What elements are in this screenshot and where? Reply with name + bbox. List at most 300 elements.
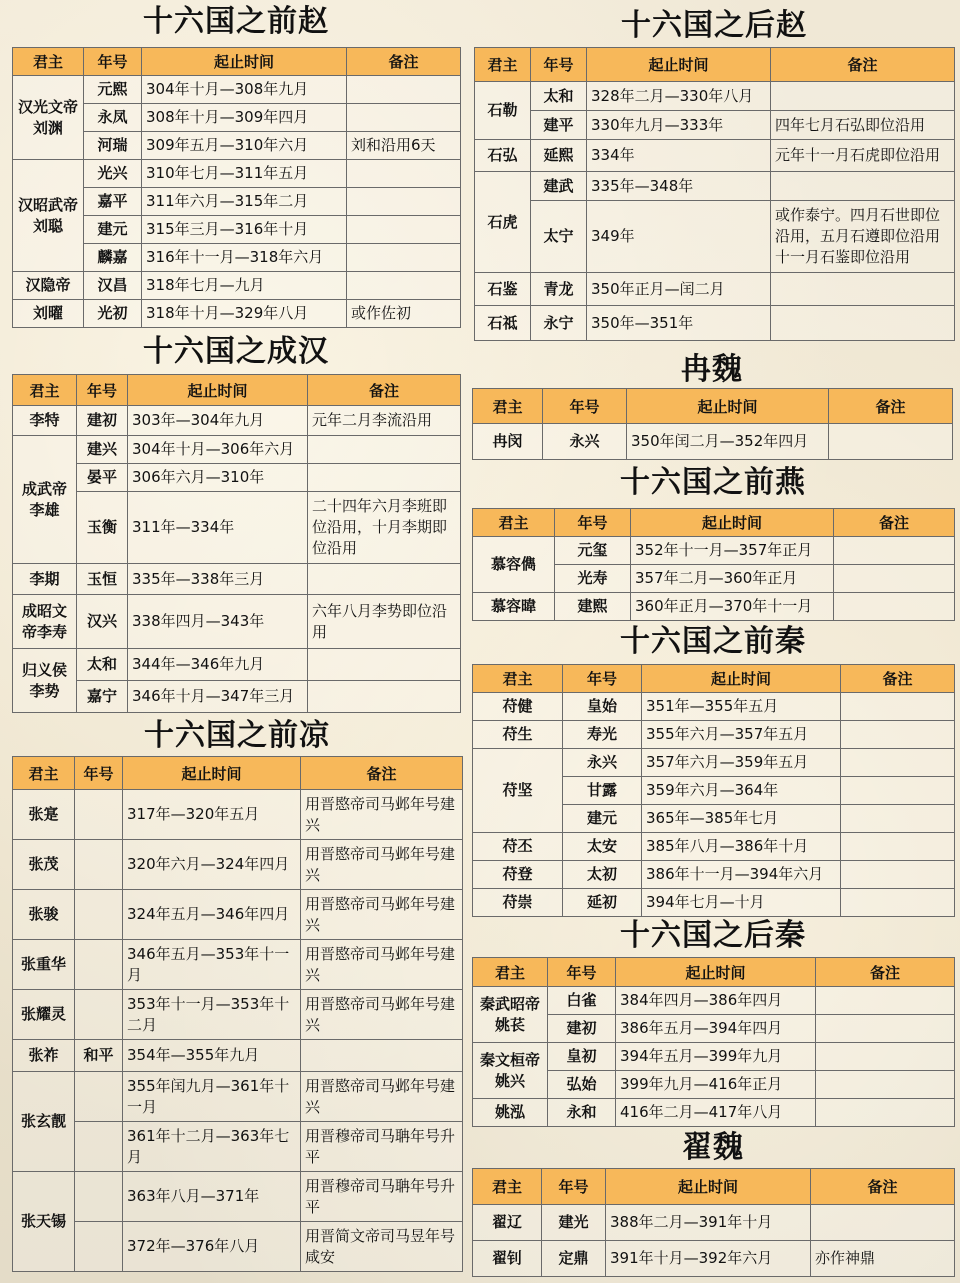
table-row <box>473 861 955 889</box>
note-cell <box>816 1071 955 1099</box>
ruler-cell: 苻登 <box>473 861 563 889</box>
period-cell: 355年六月—357年五月 <box>642 721 841 749</box>
period-cell: 303年—304年九月 <box>128 406 308 436</box>
table-row <box>473 537 955 565</box>
chenghan-section <box>12 334 460 712</box>
ruler-cell: 汉隐帝 <box>13 272 84 300</box>
ruler-cell: 成昭文帝李寿 <box>13 595 77 649</box>
era-cell <box>75 940 123 990</box>
period-cell: 304年十月—306年六月 <box>128 436 308 464</box>
ruler-cell: 汉光文帝刘渊 <box>13 76 84 160</box>
col-ruler: 君主 <box>473 958 548 987</box>
qianqin-title: 十六国之前秦 <box>620 624 806 659</box>
ruler-cell: 汉昭武帝刘聪 <box>13 160 84 272</box>
table-row <box>13 1172 463 1222</box>
table-row <box>13 890 463 940</box>
table-row <box>13 406 461 436</box>
table-row <box>475 172 955 201</box>
col-era: 年号 <box>531 48 587 82</box>
period-cell: 310年七月—311年五月 <box>142 160 347 188</box>
era-cell <box>75 790 123 840</box>
table-row <box>13 840 463 890</box>
col-ruler: 君主 <box>475 48 531 82</box>
note-cell: 四年七月石弘即位沿用 <box>771 111 955 140</box>
ruler-cell: 张寔 <box>13 790 75 840</box>
header-row <box>473 389 953 424</box>
table-row <box>13 300 461 328</box>
ruler-cell: 石鉴 <box>475 273 531 306</box>
note-cell: 用晋愍帝司马邺年号建兴 <box>301 940 463 990</box>
ruler-cell: 秦文桓帝姚兴 <box>473 1043 548 1099</box>
header-row <box>473 665 955 693</box>
period-cell: 352年十一月—357年正月 <box>631 537 834 565</box>
period-cell: 394年七月—十月 <box>642 889 841 917</box>
ruler-cell: 张茂 <box>13 840 75 890</box>
table-row <box>13 564 461 595</box>
era-cell: 嘉宁 <box>77 681 128 713</box>
note-cell: 元年二月李流沿用 <box>308 406 461 436</box>
col-era: 年号 <box>75 757 123 790</box>
period-cell: 349年 <box>587 201 771 273</box>
period-cell: 346年十月—347年三月 <box>128 681 308 713</box>
note-cell <box>308 436 461 464</box>
houqin-title: 十六国之后秦 <box>620 918 806 953</box>
zhaiwei-title: 翟魏 <box>682 1130 744 1165</box>
note-cell <box>841 833 955 861</box>
table-row <box>473 1241 955 1277</box>
ruler-cell: 苻坚 <box>473 749 563 833</box>
period-cell: 350年正月—闰二月 <box>587 273 771 306</box>
col-period: 起止时间 <box>642 665 841 693</box>
houzhao-table <box>474 47 955 341</box>
table-row <box>475 140 955 172</box>
note-cell: 二十四年六月李班即位沿用，十月李期即位沿用 <box>308 492 461 564</box>
period-cell: 354年—355年九月 <box>123 1040 301 1072</box>
table-row <box>13 940 463 990</box>
ruler-cell: 石弘 <box>475 140 531 172</box>
era-cell: 白雀 <box>548 987 616 1015</box>
note-cell <box>816 1099 955 1127</box>
era-cell: 寿光 <box>563 721 642 749</box>
era-cell: 玉恒 <box>77 564 128 595</box>
col-note: 备注 <box>811 1169 955 1205</box>
ruler-cell: 成武帝李雄 <box>13 436 77 564</box>
col-note: 备注 <box>771 48 955 82</box>
ruler-cell: 翟辽 <box>473 1205 542 1241</box>
col-era: 年号 <box>555 509 631 537</box>
ruler-cell: 张骏 <box>13 890 75 940</box>
chenghan-title: 十六国之成汉 <box>143 334 329 369</box>
table-row <box>473 1043 955 1071</box>
houqin-table <box>472 957 955 1127</box>
col-period: 起止时间 <box>587 48 771 82</box>
table-row <box>13 76 461 104</box>
era-cell: 嘉平 <box>84 188 142 216</box>
col-note: 备注 <box>829 389 953 424</box>
era-cell: 玉衡 <box>77 492 128 564</box>
period-cell: 346年五月—353年十一月 <box>123 940 301 990</box>
note-cell <box>841 693 955 721</box>
era-cell: 永宁 <box>531 306 587 341</box>
period-cell: 416年二月—417年八月 <box>616 1099 816 1127</box>
era-cell: 延初 <box>563 889 642 917</box>
note-cell <box>841 777 955 805</box>
period-cell: 359年六月—364年 <box>642 777 841 805</box>
era-cell: 永兴 <box>543 424 627 460</box>
note-cell <box>347 160 461 188</box>
ruler-cell: 苻崇 <box>473 889 563 917</box>
era-cell <box>75 990 123 1040</box>
note-cell <box>841 805 955 833</box>
col-period: 起止时间 <box>123 757 301 790</box>
note-cell: 用晋穆帝司马聃年号升平 <box>301 1172 463 1222</box>
period-cell: 330年九月—333年 <box>587 111 771 140</box>
note-cell: 用晋愍帝司马邺年号建兴 <box>301 790 463 840</box>
note-cell <box>347 104 461 132</box>
note-cell <box>816 1043 955 1071</box>
era-cell: 太和 <box>77 649 128 681</box>
col-ruler: 君主 <box>13 375 77 406</box>
ruler-cell: 翟钊 <box>473 1241 542 1277</box>
era-cell: 甘露 <box>563 777 642 805</box>
era-cell: 弘始 <box>548 1071 616 1099</box>
period-cell: 350年—351年 <box>587 306 771 341</box>
note-cell: 用晋愍帝司马邺年号建兴 <box>301 840 463 890</box>
ruler-cell: 慕容儁 <box>473 537 555 593</box>
era-cell <box>75 1222 123 1272</box>
era-cell: 太宁 <box>531 201 587 273</box>
era-cell: 建元 <box>563 805 642 833</box>
note-cell <box>308 649 461 681</box>
note-cell <box>308 564 461 595</box>
note-cell <box>841 861 955 889</box>
header-row <box>13 375 461 406</box>
era-cell: 皇初 <box>548 1043 616 1071</box>
col-note: 备注 <box>834 509 955 537</box>
note-cell <box>771 82 955 111</box>
col-period: 起止时间 <box>627 389 829 424</box>
ruler-cell: 李特 <box>13 406 77 436</box>
period-cell: 399年九月—416年正月 <box>616 1071 816 1099</box>
ruler-cell: 归义侯李势 <box>13 649 77 713</box>
era-cell: 定鼎 <box>542 1241 606 1277</box>
note-cell <box>347 76 461 104</box>
houzhao-title: 十六国之后赵 <box>621 8 807 43</box>
table-row <box>473 593 955 621</box>
ruler-cell: 张玄靓 <box>13 1072 75 1172</box>
col-ruler: 君主 <box>473 389 543 424</box>
period-cell: 385年八月—386年十月 <box>642 833 841 861</box>
era-cell: 元玺 <box>555 537 631 565</box>
note-cell <box>347 272 461 300</box>
table-row <box>13 1072 463 1122</box>
table-row <box>473 693 955 721</box>
ruler-cell: 姚泓 <box>473 1099 548 1127</box>
col-period: 起止时间 <box>142 48 347 76</box>
period-cell: 372年—376年八月 <box>123 1222 301 1272</box>
col-note: 备注 <box>347 48 461 76</box>
ruler-cell: 秦武昭帝姚苌 <box>473 987 548 1043</box>
era-cell: 青龙 <box>531 273 587 306</box>
note-cell <box>308 681 461 713</box>
era-cell: 建光 <box>542 1205 606 1241</box>
ruler-cell: 苻生 <box>473 721 563 749</box>
era-cell: 汉兴 <box>77 595 128 649</box>
era-cell: 晏平 <box>77 464 128 492</box>
table-row <box>13 464 461 492</box>
period-cell: 318年七月—九月 <box>142 272 347 300</box>
note-cell: 或作泰宁。四月石世即位沿用，五月石遵即位沿用十一月石鉴即位沿用 <box>771 201 955 273</box>
zhaiwei-section <box>472 1130 954 1280</box>
era-cell <box>75 1122 123 1172</box>
period-cell: 317年—320年五月 <box>123 790 301 840</box>
period-cell: 394年五月—399年九月 <box>616 1043 816 1071</box>
period-cell: 365年—385年七月 <box>642 805 841 833</box>
qianyan-section <box>472 464 954 622</box>
period-cell: 335年—348年 <box>587 172 771 201</box>
period-cell: 306年六月—310年 <box>128 464 308 492</box>
era-cell: 麟嘉 <box>84 244 142 272</box>
houqin-section <box>472 918 954 1128</box>
period-cell: 357年六月—359年五月 <box>642 749 841 777</box>
period-cell: 384年四月—386年四月 <box>616 987 816 1015</box>
period-cell: 391年十月—392年六月 <box>606 1241 811 1277</box>
period-cell: 360年正月—370年十一月 <box>631 593 834 621</box>
col-period: 起止时间 <box>616 958 816 987</box>
ruler-cell: 张耀灵 <box>13 990 75 1040</box>
note-cell: 元年十一月石虎即位沿用 <box>771 140 955 172</box>
qianyan-title: 十六国之前燕 <box>620 465 806 500</box>
note-cell <box>347 216 461 244</box>
note-cell <box>841 749 955 777</box>
era-cell: 建兴 <box>77 436 128 464</box>
ruler-cell: 苻健 <box>473 693 563 721</box>
period-cell: 386年五月—394年四月 <box>616 1015 816 1043</box>
period-cell: 315年三月—316年十月 <box>142 216 347 244</box>
table-row <box>473 749 955 777</box>
table-row <box>13 790 463 840</box>
note-cell <box>834 565 955 593</box>
ranwei-section <box>472 350 952 462</box>
ruler-cell: 石虎 <box>475 172 531 273</box>
era-cell <box>75 1072 123 1122</box>
col-era: 年号 <box>543 389 627 424</box>
qianliang-title: 十六国之前凉 <box>144 718 330 753</box>
note-cell <box>347 244 461 272</box>
period-cell: 309年五月—310年六月 <box>142 132 347 160</box>
col-ruler: 君主 <box>473 1169 542 1205</box>
ruler-cell: 石祗 <box>475 306 531 341</box>
note-cell <box>811 1205 955 1241</box>
era-cell: 永凤 <box>84 104 142 132</box>
table-row <box>475 111 955 140</box>
qianzhao-table <box>12 47 461 328</box>
era-cell: 皇始 <box>563 693 642 721</box>
era-cell: 光兴 <box>84 160 142 188</box>
col-ruler: 君主 <box>13 757 75 790</box>
col-period: 起止时间 <box>631 509 834 537</box>
table-row <box>13 436 461 464</box>
col-era: 年号 <box>84 48 142 76</box>
period-cell: 355年闰九月—361年十一月 <box>123 1072 301 1122</box>
note-cell: 六年八月李势即位沿用 <box>308 595 461 649</box>
note-cell: 亦作神鼎 <box>811 1241 955 1277</box>
period-cell: 324年五月—346年四月 <box>123 890 301 940</box>
header-row <box>473 958 955 987</box>
ruler-cell: 苻丕 <box>473 833 563 861</box>
table-row <box>13 1122 463 1172</box>
note-cell <box>834 593 955 621</box>
ruler-cell: 张重华 <box>13 940 75 990</box>
col-note: 备注 <box>841 665 955 693</box>
table-row <box>13 272 461 300</box>
col-era: 年号 <box>542 1169 606 1205</box>
period-cell: 335年—338年三月 <box>128 564 308 595</box>
ruler-cell: 李期 <box>13 564 77 595</box>
table-row <box>13 649 461 681</box>
period-cell: 316年十一月—318年六月 <box>142 244 347 272</box>
table-row <box>13 160 461 188</box>
era-cell: 太和 <box>531 82 587 111</box>
era-cell <box>75 1172 123 1222</box>
era-cell <box>75 840 123 890</box>
note-cell <box>841 721 955 749</box>
period-cell: 318年十月—329年八月 <box>142 300 347 328</box>
period-cell: 361年十二月—363年七月 <box>123 1122 301 1172</box>
qianliang-table <box>12 756 463 1272</box>
period-cell: 311年—334年 <box>128 492 308 564</box>
era-cell: 建武 <box>531 172 587 201</box>
period-cell: 308年十月—309年四月 <box>142 104 347 132</box>
period-cell: 311年六月—315年二月 <box>142 188 347 216</box>
note-cell <box>771 273 955 306</box>
period-cell: 328年二月—330年八月 <box>587 82 771 111</box>
period-cell: 386年十一月—394年六月 <box>642 861 841 889</box>
note-cell <box>347 188 461 216</box>
ruler-cell: 张天锡 <box>13 1172 75 1272</box>
note-cell: 用晋穆帝司马聃年号升平 <box>301 1122 463 1172</box>
note-cell <box>771 172 955 201</box>
col-era: 年号 <box>548 958 616 987</box>
table-row <box>475 82 955 111</box>
col-note: 备注 <box>816 958 955 987</box>
period-cell: 351年—355年五月 <box>642 693 841 721</box>
note-cell <box>816 1015 955 1043</box>
period-cell: 357年二月—360年正月 <box>631 565 834 593</box>
qianzhao-section <box>12 0 460 330</box>
period-cell: 334年 <box>587 140 771 172</box>
chenghan-table <box>12 374 461 713</box>
header-row <box>473 1169 955 1205</box>
note-cell <box>816 987 955 1015</box>
ruler-cell: 冉闵 <box>473 424 543 460</box>
table-row <box>475 201 955 273</box>
table-row <box>13 681 461 713</box>
period-cell: 344年—346年九月 <box>128 649 308 681</box>
table-row <box>13 1040 463 1072</box>
note-cell <box>771 306 955 341</box>
table-row <box>473 1205 955 1241</box>
col-ruler: 君主 <box>473 509 555 537</box>
note-cell: 或作佐初 <box>347 300 461 328</box>
era-cell: 太安 <box>563 833 642 861</box>
era-cell: 建平 <box>531 111 587 140</box>
era-cell: 和平 <box>75 1040 123 1072</box>
header-row <box>475 48 955 82</box>
note-cell <box>308 464 461 492</box>
note-cell <box>841 889 955 917</box>
period-cell: 350年闰二月—352年四月 <box>627 424 829 460</box>
ruler-cell: 张祚 <box>13 1040 75 1072</box>
ranwei-table <box>472 388 953 460</box>
table-row <box>473 833 955 861</box>
ruler-cell: 刘曜 <box>13 300 84 328</box>
table-row <box>13 492 461 564</box>
note-cell <box>834 537 955 565</box>
note-cell: 用晋愍帝司马邺年号建兴 <box>301 890 463 940</box>
era-cell: 建初 <box>548 1015 616 1043</box>
table-row <box>473 1099 955 1127</box>
qianqin-section <box>472 624 954 916</box>
col-note: 备注 <box>308 375 461 406</box>
era-cell: 光初 <box>84 300 142 328</box>
note-cell: 用晋简文帝司马昱年号咸安 <box>301 1222 463 1272</box>
period-cell: 304年十月—308年九月 <box>142 76 347 104</box>
note-cell <box>829 424 953 460</box>
zhaiwei-table <box>472 1168 955 1277</box>
table-row <box>473 889 955 917</box>
col-ruler: 君主 <box>13 48 84 76</box>
era-cell: 永兴 <box>563 749 642 777</box>
table-row <box>473 721 955 749</box>
col-era: 年号 <box>563 665 642 693</box>
qianzhao-title: 十六国之前赵 <box>143 4 329 39</box>
col-era: 年号 <box>77 375 128 406</box>
era-cell: 延熙 <box>531 140 587 172</box>
ruler-cell: 慕容暐 <box>473 593 555 621</box>
qianyan-table <box>472 508 955 621</box>
era-cell: 太初 <box>563 861 642 889</box>
col-period: 起止时间 <box>128 375 308 406</box>
era-cell: 建熙 <box>555 593 631 621</box>
table-row <box>473 987 955 1015</box>
period-cell: 320年六月—324年四月 <box>123 840 301 890</box>
header-row <box>13 48 461 76</box>
note-cell: 用晋愍帝司马邺年号建兴 <box>301 1072 463 1122</box>
qianqin-table <box>472 664 955 917</box>
period-cell: 338年四月—343年 <box>128 595 308 649</box>
col-note: 备注 <box>301 757 463 790</box>
ranwei-title: 冉魏 <box>681 352 743 387</box>
era-cell: 光寿 <box>555 565 631 593</box>
period-cell: 363年八月—371年 <box>123 1172 301 1222</box>
houzhao-section <box>474 0 954 346</box>
col-period: 起止时间 <box>606 1169 811 1205</box>
note-cell: 用晋愍帝司马邺年号建兴 <box>301 990 463 1040</box>
table-row <box>13 990 463 1040</box>
era-cell <box>75 890 123 940</box>
ruler-cell: 石勒 <box>475 82 531 140</box>
era-cell: 元熙 <box>84 76 142 104</box>
period-cell: 353年十一月—353年十二月 <box>123 990 301 1040</box>
era-cell: 汉昌 <box>84 272 142 300</box>
note-cell <box>301 1040 463 1072</box>
era-cell: 河瑞 <box>84 132 142 160</box>
table-row <box>475 306 955 341</box>
header-row <box>473 509 955 537</box>
era-cell: 建初 <box>77 406 128 436</box>
note-cell: 刘和沿用6天 <box>347 132 461 160</box>
